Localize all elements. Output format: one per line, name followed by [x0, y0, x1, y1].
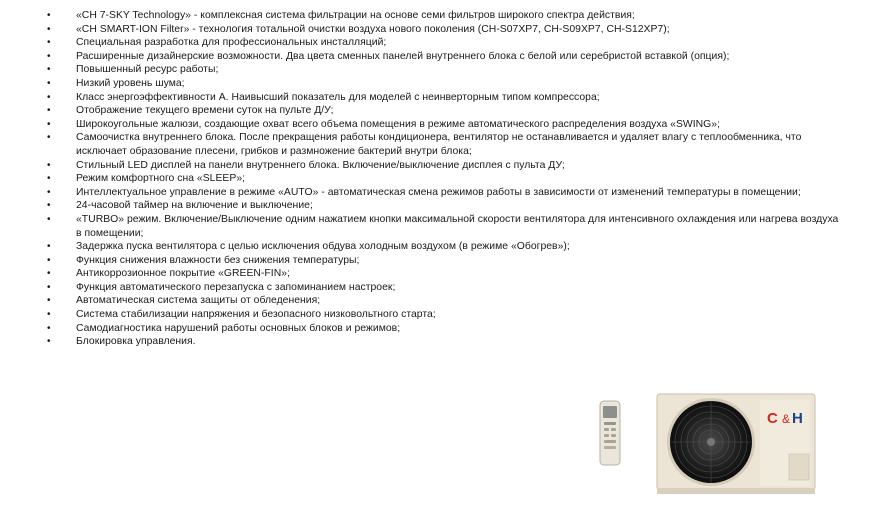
bullet-icon: •	[47, 118, 51, 130]
bullet-icon: •	[47, 268, 51, 280]
bullet-icon: •	[47, 173, 51, 185]
feature-text: Стильный LED дисплей на панели внутреннего блока. Включение/выключение дисплея с пульта ДУ;	[76, 159, 565, 171]
bullet-icon: •	[47, 159, 51, 171]
feature-item	[0, 36, 840, 50]
feature-list	[0, 9, 840, 349]
bullet-icon: •	[47, 241, 51, 253]
bullet-icon: •	[47, 336, 51, 348]
feature-text: Класс энергоэффективности А. Наивысший показатель для моделей с неинверторным типом компрессора;	[76, 91, 600, 103]
feature-text: Самоочистка внутреннего блока. После прекращения работы кондиционера, вентилятор не останавливается и удаляет влагу с теплообменника, что исключает образование плесени, грибков и размножение бактерий внутри блока;	[76, 132, 802, 157]
feature-text: Низкий уровень шума;	[76, 77, 185, 89]
bullet-icon: •	[47, 281, 51, 293]
feature-item	[0, 172, 840, 186]
feature-text: Повышенный ресурс работы;	[76, 64, 219, 76]
bullet-icon: •	[47, 23, 51, 35]
feature-item	[0, 294, 840, 308]
feature-text: Функция автоматического перезапуска с запоминанием настроек;	[76, 281, 396, 293]
bullet-icon: •	[47, 10, 51, 21]
feature-text: Режим комфортного сна «SLEEP»;	[76, 173, 246, 185]
feature-item	[0, 9, 840, 23]
bullet-icon: •	[47, 322, 51, 334]
feature-text: «CH SMART-ION Filter» - технология тотальной очистки воздуха нового поколения (CH-S07XP7, CH-S09XP7, CH-S12XP7);	[76, 23, 670, 35]
feature-item	[0, 118, 840, 132]
feature-item	[0, 281, 840, 295]
feature-item	[0, 199, 840, 213]
feature-item	[0, 63, 840, 77]
bullet-icon: •	[47, 64, 51, 76]
bullet-icon: •	[47, 77, 51, 89]
feature-text: Расширенные дизайнерские возможности. Два цвета сменных панелей внутреннего блока с белой или серебристой вставкой (опция);	[76, 50, 730, 62]
feature-item	[0, 267, 840, 281]
bullet-icon: •	[47, 295, 51, 307]
brand-logo-left: C	[767, 410, 778, 427]
bullet-icon: •	[47, 186, 51, 198]
bullet-icon: •	[47, 37, 51, 49]
feature-item	[0, 23, 840, 37]
logo-ampersand-icon: &	[782, 412, 791, 426]
feature-item	[0, 335, 840, 349]
feature-text: Самодиагностика нарушений работы основных блоков и режимов;	[76, 322, 401, 334]
feature-text: «TURBO» режим. Включение/Выключение одним нажатием кнопки максимальной скорости вентилятора для интенсивного охлаждения или нагрева воздуха в помещении;	[76, 213, 839, 239]
feature-text: Автоматическая система защиты от обледенения;	[76, 295, 321, 307]
brand-logo-right: H	[792, 410, 803, 427]
feature-item	[0, 159, 840, 173]
feature-text: Специальная разработка для профессиональных инсталляций;	[76, 37, 387, 49]
feature-item	[0, 131, 840, 158]
feature-item	[0, 186, 840, 200]
feature-item	[0, 240, 840, 254]
bullet-icon: •	[47, 213, 51, 225]
outdoor-unit-image	[655, 392, 819, 496]
feature-item	[0, 322, 840, 336]
feature-text: Антикоррозионное покрытие «GREEN-FIN»;	[76, 268, 290, 280]
remote-control-image	[599, 400, 621, 466]
feature-item	[0, 77, 840, 91]
feature-item	[0, 91, 840, 105]
feature-text: Система стабилизации напряжения и безопасного низковольтного старта;	[76, 309, 436, 321]
feature-text: «CH 7-SKY Technology» - комплексная система фильтрации на основе семи фильтров широкого спектра действия;	[76, 10, 635, 21]
feature-text: Отображение текущего времени суток на пульте Д/У;	[76, 105, 334, 117]
bullet-icon: •	[47, 91, 51, 103]
feature-item	[0, 50, 840, 64]
feature-text: Функция снижения влажности без снижения температуры;	[76, 254, 360, 266]
bullet-icon: •	[47, 200, 51, 212]
feature-text: Интеллектуальное управление в режиме «AUTO» - автоматическая смена режимов работы в зависимости от изменений температуры в помещении;	[76, 186, 801, 198]
bullet-icon: •	[47, 132, 51, 144]
bullet-icon: •	[47, 309, 51, 321]
feature-text: 24-часовой таймер на включение и выключение;	[76, 200, 313, 212]
feature-text: Блокировка управления.	[76, 336, 196, 348]
bullet-icon: •	[47, 50, 51, 62]
bullet-icon: •	[47, 254, 51, 266]
feature-item	[0, 308, 840, 322]
feature-text: Задержка пуска вентилятора с целью исключения обдува холодным воздухом (в режиме «Обогрев»);	[76, 241, 570, 253]
bullet-icon: •	[47, 105, 51, 117]
feature-item	[0, 213, 840, 240]
feature-text: Широкоугольные жалюзи, создающие охват всего объема помещения в режиме автоматического распределения воздуха «SWING»;	[76, 118, 720, 130]
feature-item	[0, 104, 840, 118]
feature-item	[0, 254, 840, 268]
